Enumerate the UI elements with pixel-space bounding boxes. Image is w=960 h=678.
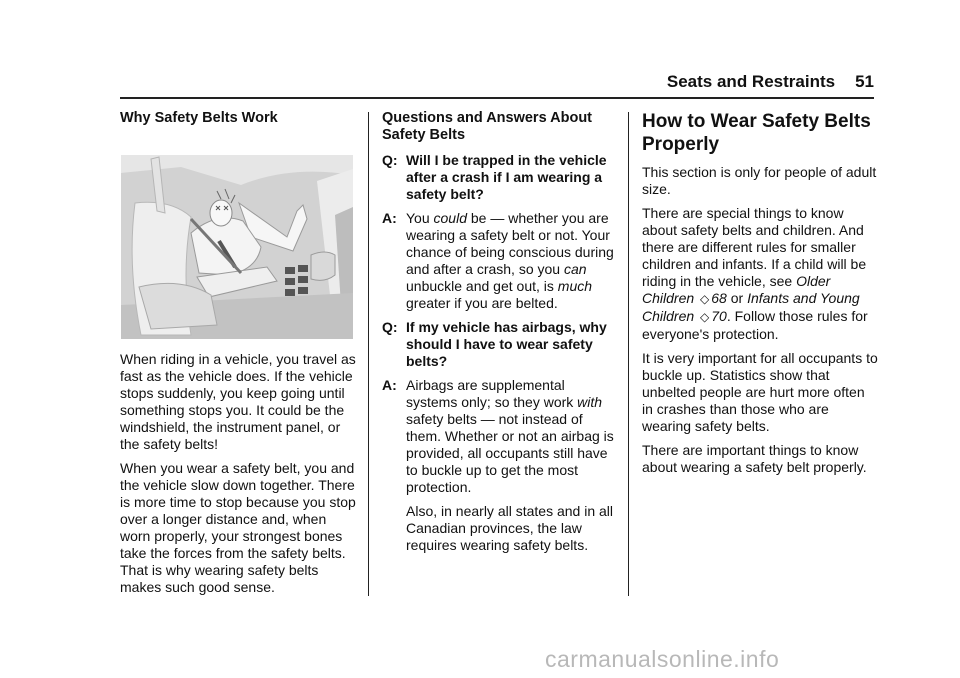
page-number: 51 bbox=[855, 72, 874, 91]
body-paragraph: When you wear a safety belt, you and the vehicle slow down together. There is more time to stop because you stop over a longer distance and, when worn properly, your strongest bones take the forces from the safety belts. That is why wearing safety belts makes such good sense. bbox=[120, 460, 356, 595]
cross-reference-link[interactable]: Older Children bbox=[642, 273, 831, 306]
section-title: Seats and Restraints bbox=[666, 72, 836, 91]
answer-label: A: bbox=[382, 210, 397, 226]
column-divider bbox=[368, 112, 369, 596]
column-divider bbox=[628, 112, 629, 596]
column-why-safety-belts bbox=[120, 110, 356, 603]
section-heading: Why Safety Belts Work bbox=[120, 110, 278, 126]
answer-text: You could be — whether you are wearing a safety belt or not. Your chance of being conscious during and after a crash, so you can unbuckle and get out, is much greater if you are belted. bbox=[406, 210, 614, 311]
question-label: Q: bbox=[382, 152, 398, 168]
watermark: carmanualsonline.info bbox=[545, 646, 780, 672]
question-label: Q: bbox=[382, 319, 398, 335]
answer-label: A: bbox=[382, 377, 397, 393]
body-paragraph: There are important things to know about wearing a safety belt properly. bbox=[642, 442, 867, 475]
cross-reference-link[interactable]: Infants and Young Children bbox=[642, 290, 860, 324]
page-reference[interactable]: 70 bbox=[711, 308, 727, 324]
section-heading: Questions and Answers About Safety Belts bbox=[382, 110, 593, 143]
answer-continuation: Also, in nearly all states and in all Canadian provinces, the law requires wearing safety belts. bbox=[406, 503, 613, 553]
header-rule bbox=[120, 97, 874, 99]
body-paragraph: It is very important for all occupants to buckle up. Statistics show that unbelted people are hurt more often in crashes than those who are wearing safety belts. bbox=[642, 350, 878, 434]
answer-item bbox=[382, 377, 616, 496]
column-how-to-wear bbox=[642, 110, 878, 483]
page-reference-icon: ◇ bbox=[700, 292, 710, 306]
question-text: If my vehicle has airbags, why should I have to wear safety belts? bbox=[406, 319, 607, 369]
body-paragraph: When riding in a vehicle, you travel as fast as the vehicle does. If the vehicle stops suddenly, you keep going until something stops you. It could be the windshield, the instrument panel, or the safety belts! bbox=[120, 351, 356, 452]
section-heading: How to Wear Safety Belts Properly bbox=[642, 111, 871, 155]
question-item bbox=[382, 319, 616, 370]
column-questions-answers bbox=[382, 110, 616, 561]
page-reference-icon: ◇ bbox=[700, 310, 710, 324]
body-paragraph: There are special things to know about safety belts and children. And there are different rules for smaller children and infants. If a child will be riding in the vehicle, see Older Children ◇ 68 or Infants and Young Children ◇ 70. Follow those rules for everyone's protection. bbox=[642, 205, 868, 342]
question-text: Will I be trapped in the vehicle after a crash if I am wearing a safety belt? bbox=[406, 152, 607, 202]
answer-text: Airbags are supplemental systems only; so they work with safety belts — not instead of them. Whether or not an airbag is provided, all occupants still have to buckle up to get the most protection. bbox=[406, 377, 614, 495]
page-reference[interactable]: 68 bbox=[711, 290, 727, 306]
crash-test-illustration bbox=[121, 155, 353, 339]
page-header bbox=[667, 72, 874, 92]
question-item bbox=[382, 152, 616, 203]
answer-item bbox=[382, 210, 616, 312]
body-paragraph: This section is only for people of adult size. bbox=[642, 164, 877, 197]
